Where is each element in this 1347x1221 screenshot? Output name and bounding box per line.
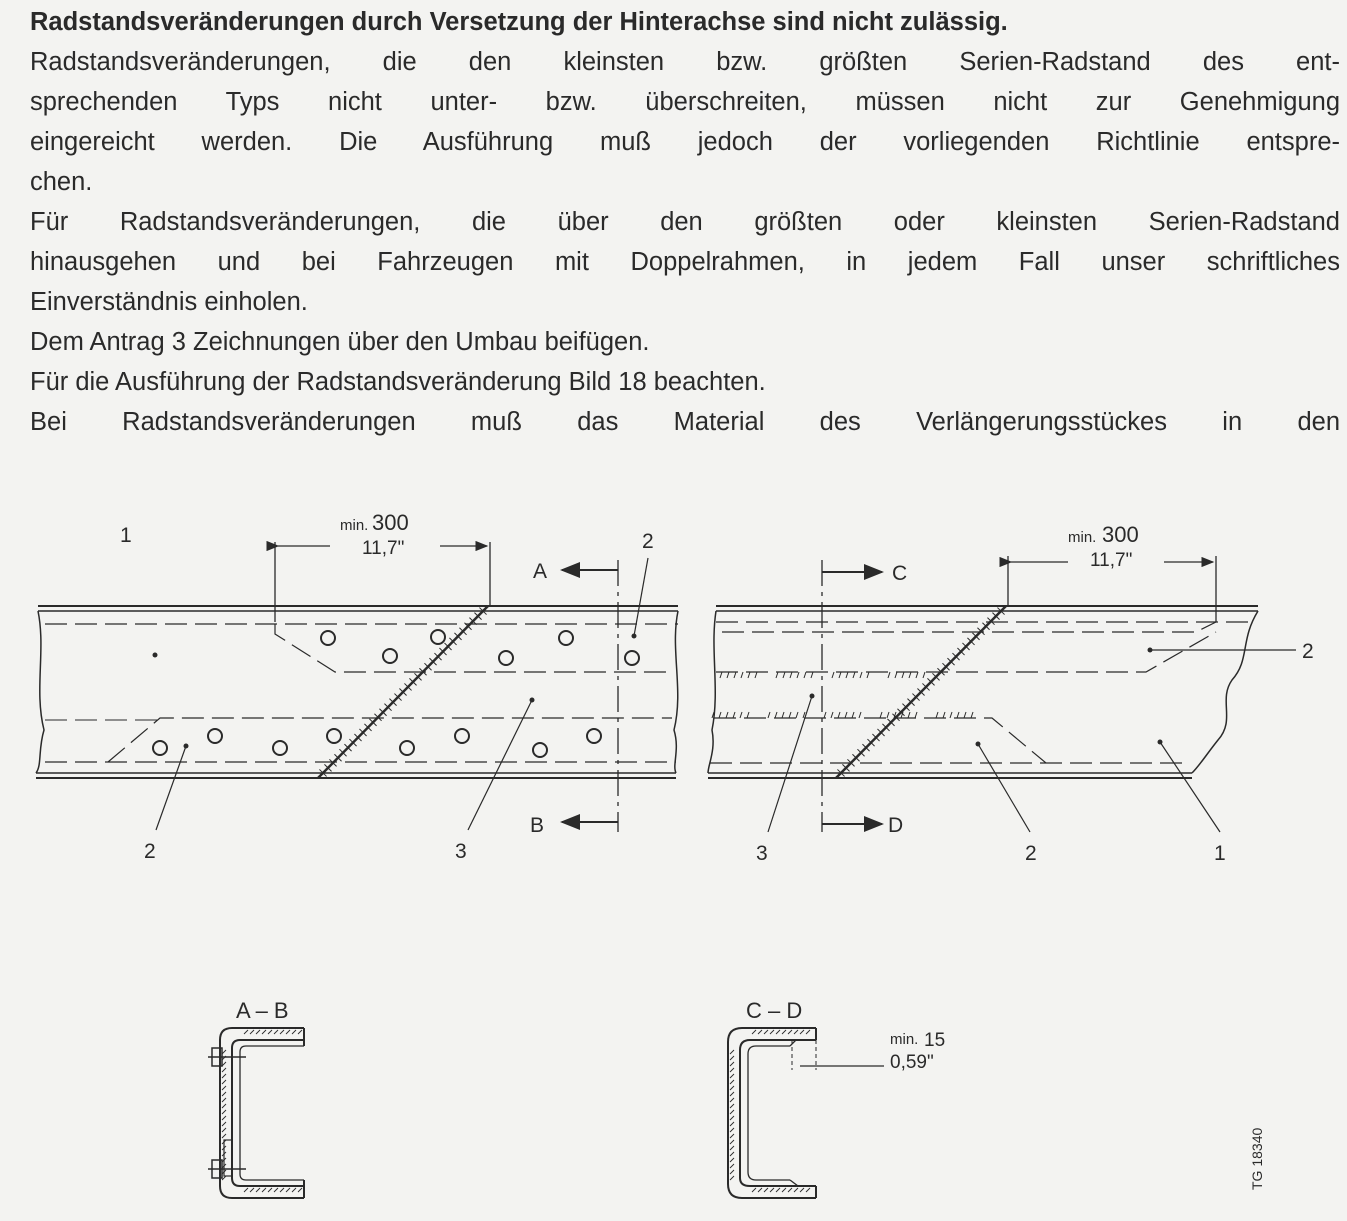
text-line: Dem Antrag 3 Zeichnungen über den Umbau beifügen. [30, 328, 650, 356]
section-cd-dim-value: 15 [924, 1030, 946, 1051]
left-dim-value: 300 [372, 510, 409, 535]
text-line: eingereicht werden. Die Ausführung muß jedoch der vorliegenden Richtlinie entspre- [30, 128, 1340, 156]
left-section-bottom: B [530, 814, 545, 837]
drawing-code: TG 18340 [1249, 1127, 1265, 1190]
text-line: chen. [30, 168, 93, 196]
text-line: sprechenden Typs nicht unter- bzw. überschreiten, müssen nicht zur Genehmigung [30, 88, 1340, 116]
left-label-3: 3 [455, 840, 467, 863]
text-line: Für die Ausführung der Radstandsveränderung Bild 18 beachten. [30, 368, 766, 396]
heading: Radstandsveränderungen durch Versetzung der Hinterachse sind nicht zulässig. [30, 8, 1008, 36]
section-cd-dim-min: min. [890, 1031, 919, 1048]
left-label-2-bottom: 2 [144, 840, 156, 863]
left-label-1: 1 [120, 524, 132, 547]
right-dim-inch: 11,7" [1090, 550, 1133, 571]
left-section-top: A [533, 560, 548, 583]
right-label-2-bottom: 2 [1025, 842, 1037, 865]
left-beam [36, 606, 678, 778]
left-dim-min: min. [340, 517, 369, 534]
text-line: Einverständnis einholen. [30, 288, 308, 316]
right-section-top: C [892, 562, 908, 585]
right-dim-value: 300 [1102, 522, 1139, 547]
text-line: Bei Radstandsveränderungen muß das Material des Verlängerungsstückes in den [30, 408, 1340, 436]
left-section-line [562, 560, 618, 832]
text-line: Für Radstandsveränderungen, die über den größten oder kleinsten Serien-Radstand [30, 208, 1340, 236]
section-cd-profile [728, 1028, 884, 1198]
text-line: hinausgehen und bei Fahrzeugen mit Doppelrahmen, in jedem Fall unser schriftliches [30, 248, 1340, 276]
right-section-line [822, 560, 882, 832]
right-label-2-top: 2 [1302, 640, 1314, 663]
right-label-3: 3 [756, 842, 768, 865]
right-section-bottom: D [888, 814, 904, 837]
left-rivet-holes [153, 630, 639, 757]
left-label-2-top: 2 [642, 530, 654, 553]
text-line: Radstandsveränderungen, die den kleinsten bzw. größten Serien-Radstand des ent- [30, 48, 1340, 76]
right-label-1: 1 [1214, 842, 1226, 865]
section-cd-dim-inch: 0,59" [890, 1052, 934, 1073]
right-dim-min: min. [1068, 529, 1097, 546]
section-ab-title: A – B [236, 998, 289, 1023]
left-dim-inch: 11,7" [362, 538, 405, 559]
right-weld-ticks [712, 608, 1005, 777]
section-cd-title: C – D [746, 998, 803, 1023]
section-ab-hatch [222, 1030, 302, 1192]
section-cd-hatch [730, 1030, 810, 1192]
